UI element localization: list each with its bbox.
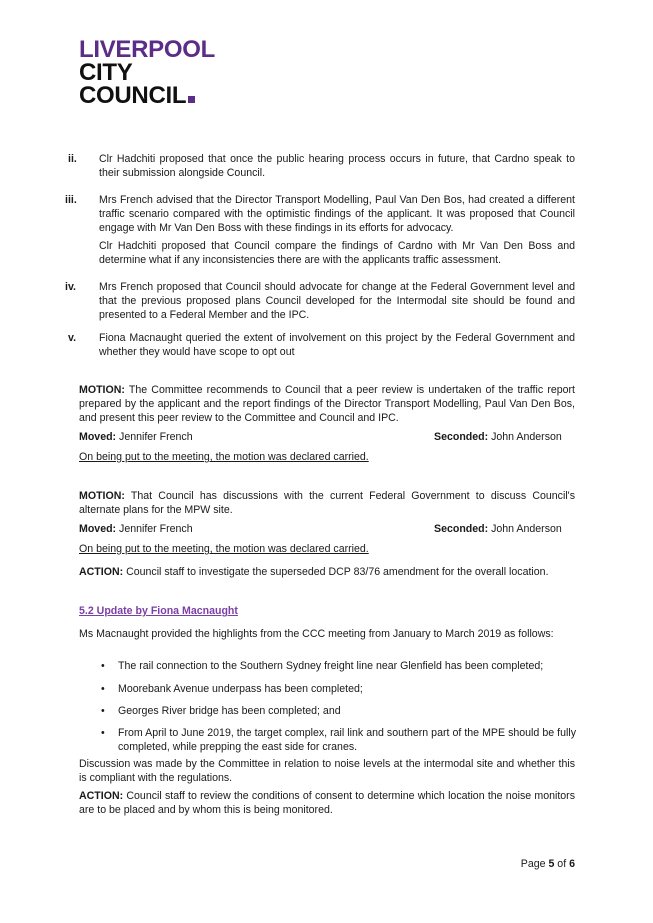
item-paragraph: Clr Hadchiti proposed that Council compare the findings of Cardno with Mr Van Den Boss and determine what if any inconsistencies there are with the applicants traffic assessment. xyxy=(99,240,575,266)
seconded-name: John Anderson xyxy=(488,431,562,443)
action-body: Council staff to investigate the superseded DCP 83/76 amendment for the overall location. xyxy=(123,566,549,578)
item-number: v. xyxy=(68,332,77,344)
action-label: ACTION: xyxy=(79,790,124,802)
current-page: 5 xyxy=(548,858,555,870)
section-intro: Ms Macnaught provided the highlights from the CCC meeting from January to March 2019 as follows: xyxy=(79,628,554,640)
list-item: Georges River bridge has been completed; and xyxy=(118,705,341,717)
list-item: The rail connection to the Southern Sydney freight line near Glenfield has been completed; xyxy=(118,660,544,672)
item-paragraph: Mrs French proposed that Council should advocate for change at the Federal Government level and that the previous proposed plans Council developed for the Intermodal site should be found and presented to a Federal Member and the IPC. xyxy=(99,281,575,321)
moved-name: Jennifer French xyxy=(116,523,193,535)
motion-body: That Council has discussions with the current Federal Government to discuss Council's alternate plans for the MPW site. xyxy=(79,490,575,516)
action-2-text xyxy=(79,789,575,817)
bullet-icon: • xyxy=(101,660,105,672)
item-number: ii. xyxy=(68,153,77,165)
logo-line-1: LIVERPOOL xyxy=(79,36,215,63)
discussion-paragraph: Discussion was made by the Committee in relation to noise levels at the intermodal site and whether this is compliant with the regulations. xyxy=(79,758,575,784)
seconded-label: Seconded: xyxy=(434,431,489,443)
moved-name: Jennifer French xyxy=(116,431,193,443)
motion-2-seconded xyxy=(434,522,562,536)
list-item: From April to June 2019, the target complex, rail link and southern part of the MPE should be fully completed, while prepping the east side for cranes. xyxy=(118,727,576,753)
logo-square-icon xyxy=(188,96,195,103)
bullet-icon: • xyxy=(101,727,105,739)
motion-label: MOTION: xyxy=(79,384,125,396)
motion-2-moved xyxy=(79,522,193,536)
moved-label: Moved: xyxy=(79,431,117,443)
action-1-text xyxy=(79,565,575,579)
motion-label: MOTION: xyxy=(79,490,125,502)
bullet-icon: • xyxy=(101,683,105,695)
list-item: Moorebank Avenue underpass has been completed; xyxy=(118,683,363,695)
action-label: ACTION: xyxy=(79,566,124,578)
motion-1-moved xyxy=(79,430,193,444)
moved-label: Moved: xyxy=(79,523,117,535)
total-pages: 6 xyxy=(569,858,575,870)
page-prefix: Page xyxy=(520,858,549,870)
motion-body: The Committee recommends to Council that a peer review is undertaken of the traffic report prepared by the applicant and the report findings of the Director Transport Modelling, Paul Van Den Bos, and present this peer review to the Committee and Council and IPC. xyxy=(79,384,575,424)
logo-line-3-text: COUNCIL xyxy=(79,82,187,109)
seconded-name: John Anderson xyxy=(488,523,562,535)
item-number: iii. xyxy=(65,194,77,206)
action-body: Council staff to review the conditions of consent to determine which location the noise monitors are to be placed and by whom this is being monitored. xyxy=(79,790,575,816)
seconded-label: Seconded: xyxy=(434,523,489,535)
item-paragraph: Fiona Macnaught queried the extent of involvement on this project by the Federal Government and whether they would have scope to opt out xyxy=(99,332,575,358)
item-paragraph: Clr Hadchiti proposed that once the public hearing process occurs in future, that Cardno speak to their submission alongside Council. xyxy=(99,153,575,179)
item-number: iv. xyxy=(65,281,76,293)
motion-1-text xyxy=(79,383,575,425)
page-of: of xyxy=(554,858,570,870)
motion-1-seconded xyxy=(434,430,562,444)
motion-2-result: On being put to the meeting, the motion was declared carried. xyxy=(79,543,369,555)
council-logo xyxy=(79,38,215,107)
section-heading: 5.2 Update by Fiona Macnaught xyxy=(79,605,238,617)
logo-line-2: CITY xyxy=(79,59,133,86)
page-number xyxy=(521,858,575,870)
motion-1-result: On being put to the meeting, the motion was declared carried. xyxy=(79,451,369,463)
motion-2-text xyxy=(79,489,575,517)
bullet-icon: • xyxy=(101,705,105,717)
logo-line-3 xyxy=(79,84,215,107)
item-paragraph: Mrs French advised that the Director Transport Modelling, Paul Van Den Bos, had created a different traffic scenario compared with the optimistic findings of the applicant. It was proposed that Council engage with Mr Van Den Boss with these findings in its efforts for advocacy. xyxy=(99,194,575,234)
